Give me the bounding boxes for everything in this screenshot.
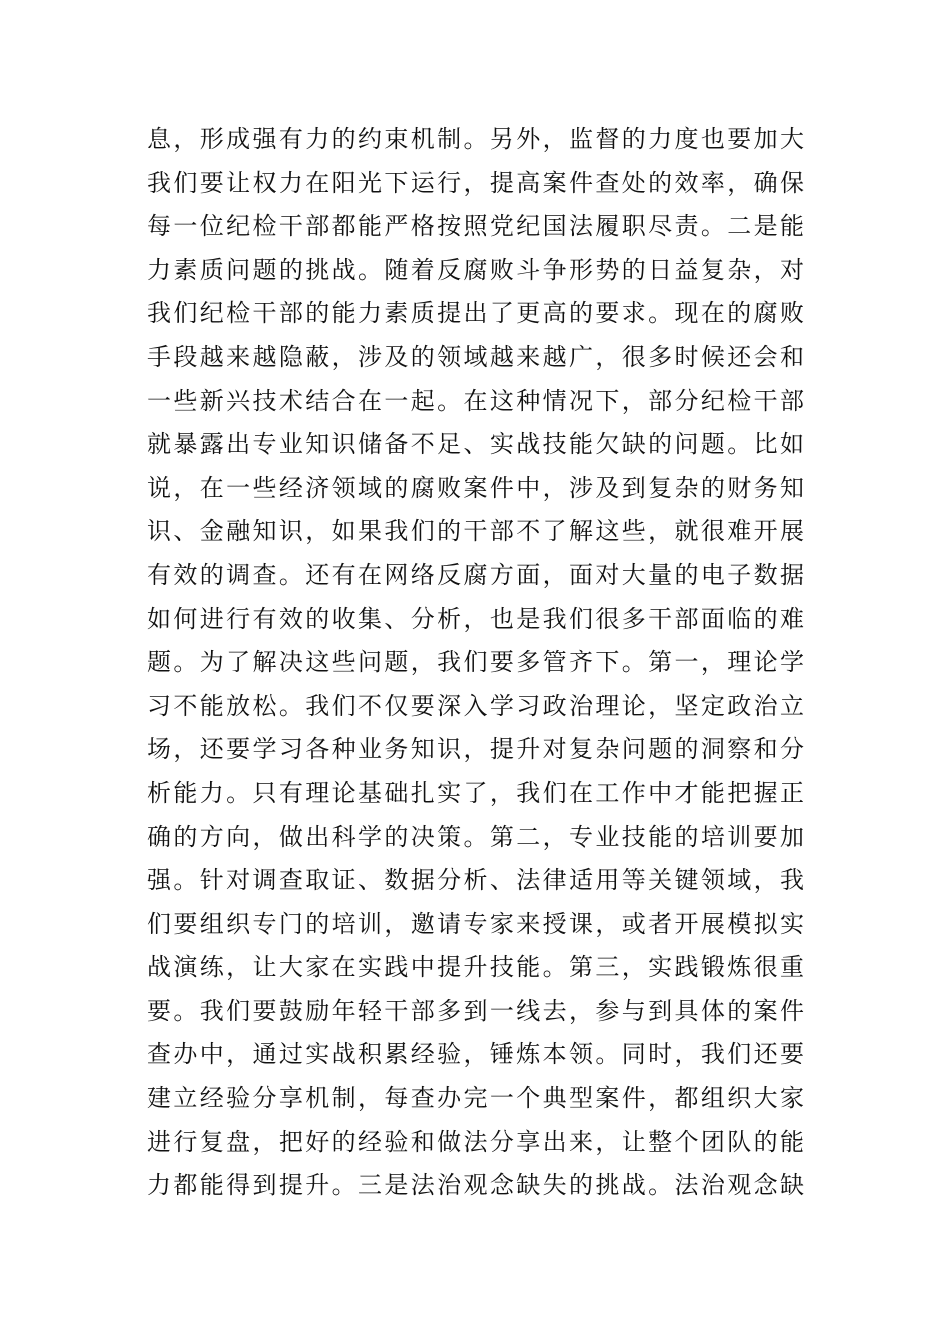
text-line: 们要组织专门的培训，邀请专家来授课，或者开展模拟实 <box>147 909 804 938</box>
text-line: 识、金融知识，如果我们的干部不了解这些，就很难开展 <box>147 517 804 546</box>
text-line: 一些新兴技术结合在一起。在这种情况下，部分纪检干部 <box>147 386 804 415</box>
text-line: 如何进行有效的收集、分析，也是我们很多干部面临的难 <box>147 604 804 633</box>
body-text <box>147 118 804 1208</box>
text-line: 力都能得到提升。三是法治观念缺失的挑战。法治观念缺 <box>147 1171 804 1200</box>
text-line: 习不能放松。我们不仅要深入学习政治理论，坚定政治立 <box>147 691 804 720</box>
text-line: 有效的调查。还有在网络反腐方面，面对大量的电子数据 <box>147 560 804 589</box>
text-line: 要。我们要鼓励年轻干部多到一线去，参与到具体的案件 <box>147 996 804 1025</box>
text-line: 确的方向，做出科学的决策。第二，专业技能的培训要加 <box>147 822 804 851</box>
text-line: 就暴露出专业知识储备不足、实战技能欠缺的问题。比如 <box>147 430 804 459</box>
text-line: 题。为了解决这些问题，我们要多管齐下。第一，理论学 <box>147 648 804 677</box>
text-line: 进行复盘，把好的经验和做法分享出来，让整个团队的能 <box>147 1127 804 1156</box>
text-line: 战演练，让大家在实践中提升技能。第三，实践锻炼很重 <box>147 953 804 982</box>
text-line: 我们纪检干部的能力素质提出了更高的要求。现在的腐败 <box>147 299 804 328</box>
text-line: 力素质问题的挑战。随着反腐败斗争形势的日益复杂，对 <box>147 255 804 284</box>
text-line: 说，在一些经济领域的腐败案件中，涉及到复杂的财务知 <box>147 473 804 502</box>
text-line: 每一位纪检干部都能严格按照党纪国法履职尽责。二是能 <box>147 212 804 241</box>
text-line: 查办中，通过实战积累经验，锤炼本领。同时，我们还要 <box>147 1040 804 1069</box>
text-line: 手段越来越隐蔽，涉及的领域越来越广，很多时候还会和 <box>147 342 804 371</box>
text-line: 强。针对调查取证、数据分析、法律适用等关键领域，我 <box>147 866 804 895</box>
text-line: 场，还要学习各种业务知识，提升对复杂问题的洞察和分 <box>147 735 804 764</box>
text-line: 我们要让权力在阳光下运行，提高案件查处的效率，确保 <box>147 168 804 197</box>
text-line: 息，形成强有力的约束机制。另外，监督的力度也要加大 <box>147 125 804 153</box>
text-line: 建立经验分享机制，每查办完一个典型案件，都组织大家 <box>147 1084 804 1113</box>
text-line: 析能力。只有理论基础扎实了，我们在工作中才能把握正 <box>147 778 804 807</box>
